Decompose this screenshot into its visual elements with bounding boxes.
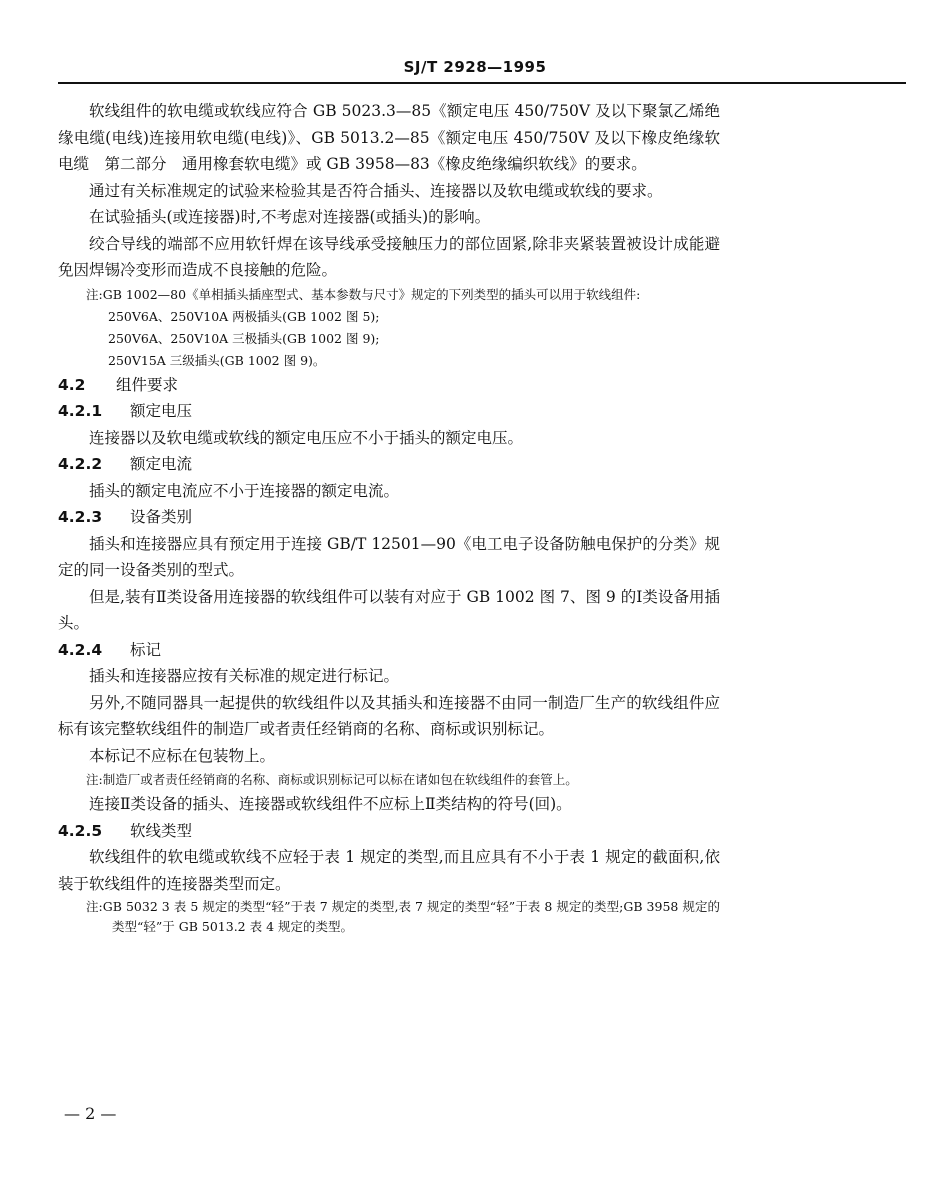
section-title: 软线类型 [130,821,193,840]
section-heading [58,372,720,399]
section-title: 组件要求 [116,375,179,394]
note: 注:GB 1002—80《单相插头插座型式、基本参数与尺寸》规定的下列类型的插头可以用于软线组件: [86,286,641,302]
section-heading [58,504,720,531]
paragraph: 在试验插头(或连接器)时,不考虑对连接器(或插头)的影响。 [89,208,491,226]
section-number: 4.2.4 [58,640,103,659]
section-heading [58,637,720,664]
header-rule [58,82,906,84]
section-number: 4.2.5 [58,821,103,840]
paragraph: 通过有关标准规定的试验来检验其是否符合插头、连接器以及软电缆或软线的要求。 [89,181,663,200]
paragraph: 软线组件的软电缆或软线应符合 GB 5023.3—85《额定电压 450/750V 及以下聚氯乙烯绝缘电缆(电线)连接用软电缆(电线)》、GB 5013.2—85《额定电压 450/750V 及以下橡皮绝缘软电缆 第二部分 通用橡套软电缆》或 GB 3958—83《橡皮绝缘编织软线》的要求。 [58,102,720,173]
section-number: 4.2 [58,375,86,394]
paragraph: 插头和连接器应具有预定用于连接 GB/T 12501—90《电工电子设备防触电保护的分类》规定的同一设备类别的型式。 [58,534,720,579]
paragraph: 连接器以及软电缆或软线的额定电压应不小于插头的额定电压。 [89,428,524,447]
note: 250V6A、250V10A 两极插头(GB 1002 图 5); [108,308,380,324]
note: 注:GB 5032 3 表 5 规定的类型“轻”于表 7 规定的类型,表 7 规定的类型“轻”于表 8 规定的类型;GB 3958 规定的类型“轻”于 GB 5013.2 表 4 规定的类型。 [86,899,720,934]
section-number: 4.2.1 [58,402,103,420]
note: 250V15A 三级插头(GB 1002 图 9)。 [108,352,326,368]
document-header: SJ/T 2928—1995 [403,58,547,76]
section-number: 4.2.3 [58,508,103,526]
paragraph: 但是,装有Ⅱ类设备用连接器的软线组件可以装有对应于 GB 1002 图 7、图 9 的Ⅰ类设备用插头。 [58,587,720,632]
section-heading [58,451,720,478]
section-title: 额定电流 [130,455,193,473]
section-heading [58,818,720,845]
section-title: 额定电压 [130,402,193,420]
paragraph: 软线组件的软电缆或软线不应轻于表 1 规定的类型,而且应具有不小于表 1 规定的截面积,依装于软线组件的连接器类型而定。 [58,848,720,893]
section-number: 4.2.2 [58,455,103,473]
note: 注:制造厂或者责任经销商的名称、商标或识别标记可以标在诸如包在软线组件的套管上。 [86,772,578,787]
section-title: 标记 [130,640,162,659]
paragraph: 插头和连接器应按有关标准的规定进行标记。 [89,667,400,685]
paragraph: 本标记不应标在包装物上。 [89,746,276,765]
section-title: 设备类别 [130,508,193,526]
paragraph: 另外,不随同器具一起提供的软线组件以及其插头和连接器不由同一制造厂生产的软线组件应标有该完整软线组件的制造厂或者责任经销商的名称、商标或识别标记。 [58,693,720,738]
paragraph: 绞合导线的端部不应用软钎焊在该导线承受接触压力的部位固紧,除非夹紧装置被设计成能避免因焊锡冷变形而造成不良接触的危险。 [58,234,720,279]
paragraph: 插头的额定电流应不小于连接器的额定电流。 [89,481,400,500]
section-heading [58,398,720,425]
document-body [58,98,720,937]
page-number: — 2 — [64,1104,117,1123]
note: 250V6A、250V10A 三极插头(GB 1002 图 9); [108,330,380,346]
paragraph: 连接Ⅱ类设备的插头、连接器或软线组件不应标上Ⅱ类结构的符号(回)。 [89,795,572,813]
